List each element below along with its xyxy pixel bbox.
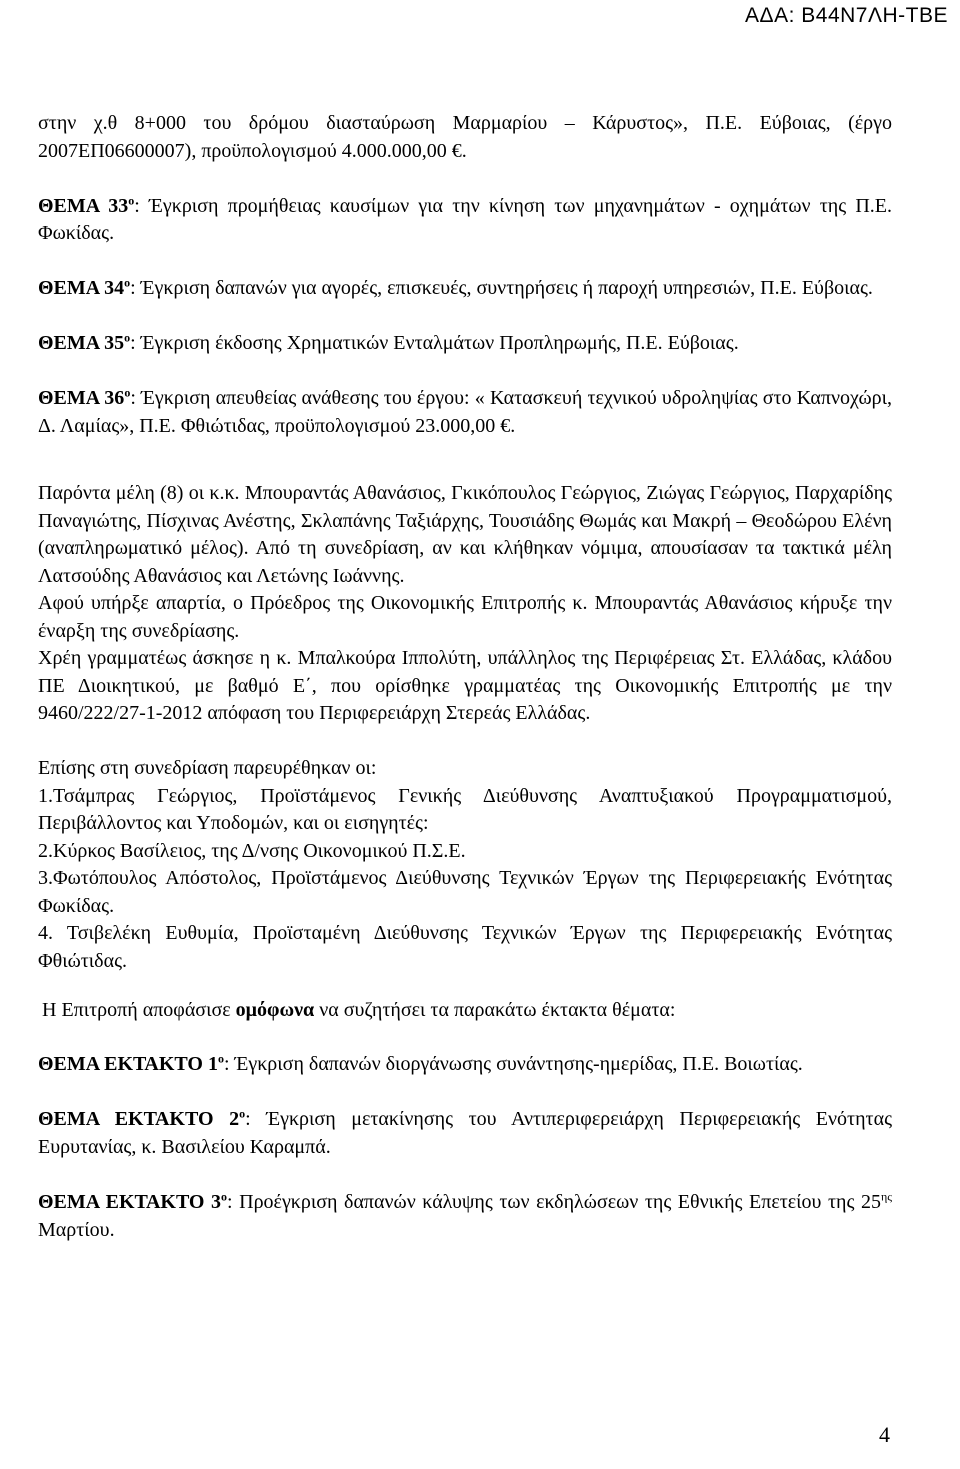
extra-topic-3-ordinal-sup: ης [880, 1189, 892, 1204]
extra-topic-1-text: : Έγκριση δαπανών διοργάνωσης συνάντησης-ημερίδας, Π.Ε. Βοιωτίας. [223, 1052, 803, 1075]
topic-35-text: : Έγκριση έκδοσης Χρηματικών Ενταλμάτων Προπληρωμής, Π.Ε. Εύβοιας. [130, 332, 739, 354]
extra-topic-2-text: : Έγκριση μετακίνησης του Αντιπεριφερειάρχη Περιφερειακής Ενότητας Ευρυτανίας, κ. Βασιλείου Καραμπά. [38, 1108, 892, 1158]
also-present-item-4: 4. Τσιβελέκη Ευθυμία, Προϊσταμένη Διεύθυνσης Τεχνικών Έργων της Περιφερειακής Ενότητας Φθιώτιδας. [38, 922, 892, 972]
topic-35 [38, 330, 892, 358]
topic-36-sup: ο [124, 385, 131, 400]
topic-36-text: : Έγκριση απευθείας ανάθεσης του έργου: « Κατασκευή τεχνικού υδροληψίας στο Καπνοχώρι, Δ. Λαμίας», Π.Ε. Φθιώτιδας, προϋπολογισμού 23.000,00 €. [38, 387, 892, 437]
topic-36-label: ΘΕΜΑ 36 [38, 387, 125, 409]
extra-topic-3-label: ΘΕΜΑ ΕΚΤΑΚΤΟ 3 [38, 1191, 222, 1213]
page-number: 4 [879, 1422, 890, 1447]
extra-topic-3-text: : Προέγκριση δαπανών κάλυψης των εκδηλώσεων της Εθνικής Επετείου της 25 [227, 1191, 881, 1213]
topic-34 [38, 275, 892, 303]
extra-topic-1-label: ΘΕΜΑ ΕΚΤΑΚΤΟ 1 [38, 1052, 218, 1075]
attendance-members: Παρόντα μέλη (8) οι κ.κ. Μπουραντάς Αθανάσιος, Γκικόπουλος Γεώργιος, Ζιώγας Γεώργιος, Παρχαρίδης Παναγιώτης, Πίσχινας Ανέστης, Σκλαπάνης Ταξιάρχης, Τουσιάδης Θωμάς και Μακρή – Θεοδώρου Ελένη (αναπληρωματικό μέλος). Από τη συνεδρίαση, αν και κλήθηκαν νόμιμα, απουσίασαν τα τακτικά μέλη Λατσούδης Αθανάσιος και Λετώνης Ιωάννης. [38, 482, 892, 587]
decision-statement [38, 997, 892, 1025]
extra-topic-3 [38, 1189, 892, 1244]
also-present-item-2: 2.Κύρκος Βασίλειος, της Δ/νσης Οικονομικού Π.Σ.Ε. [38, 839, 466, 862]
topic-33-sup: ο [128, 192, 135, 207]
decision-unanimous: ομόφωνα [235, 999, 315, 1021]
attendance-quorum: Αφού υπήρξε απαρτία, ο Πρόεδρος της Οικονομικής Επιτροπής κ. Μπουραντάς Αθανάσιος κήρυξε την έναρξη της συνεδρίασης. [38, 592, 892, 642]
topic-36 [38, 385, 892, 440]
extra-topic-2 [38, 1106, 892, 1161]
topic-34-label: ΘΕΜΑ 34 [38, 277, 125, 299]
extra-topic-3-text-end: Μαρτίου. [38, 1218, 115, 1241]
also-present-item-1: 1.Τσάμπρας Γεώργιος, Προϊστάμενος Γενικής Διεύθυνσης Αναπτυξιακού Προγραμματισμού, Περιβάλλοντος και Υποδομών, και οι εισηγητές: [38, 784, 892, 834]
extra-topic-1 [38, 1051, 892, 1079]
topic-34-sup: ο [124, 275, 131, 290]
topic-32-continuation: στην χ.θ 8+000 του δρόμου διασταύρωση Μαρμαρίου – Κάρυστος», Π.Ε. Εύβοιας, (έργο 2007ΕΠ06600007), προϋπολογισμού 4.000.000,00 €. [38, 112, 892, 162]
topic-34-text: : Έγκριση δαπανών για αγορές, επισκευές, συντηρήσεις ή παροχή υπηρεσιών, Π.Ε. Εύβοιας. [130, 277, 873, 299]
topic-33-text: : Έγκριση προμήθειας καυσίμων για την κίνηση των μηχανημάτων - οχημάτων της Π.Ε. Φωκίδας. [38, 194, 892, 244]
decision-after: να συζητήσει τα παρακάτω έκτακτα θέματα: [314, 999, 676, 1021]
topic-33-label: ΘΕΜΑ 33 [38, 194, 129, 217]
topic-33 [38, 193, 892, 248]
extra-topic-2-sup: ο [239, 1106, 246, 1121]
also-present-intro: Επίσης στη συνεδρίαση παρευρέθηκαν οι: [38, 757, 377, 779]
extra-topic-2-label: ΘΕΜΑ ΕΚΤΑΚΤΟ 2 [38, 1108, 240, 1130]
ada-code: ΑΔΑ: Β44Ν7ΛΗ-ΤΒΕ [745, 4, 948, 27]
extra-topic-3-sup: ο [221, 1189, 228, 1204]
topic-35-label: ΘΕΜΑ 35 [38, 332, 125, 354]
topic-35-sup: ο [124, 330, 131, 345]
attendance-secretary: Χρέη γραμματέως άσκησε η κ. Μπαλκούρα Ιππολύτη, υπάλληλος της Περιφέρειας Στ. Ελλάδας, κλάδου ΠΕ Διοικητικού, με βαθμό Ε΄, που ορίσθηκε γραμματέας της Οικονομικής Επιτροπής με την 9460/222/27-1-2012 απόφαση του Περιφερειάρχη Στερεάς Ελλάδας. [38, 647, 892, 724]
extra-topic-1-sup: ο [217, 1050, 224, 1065]
also-present-item-3: 3.Φωτόπουλος Απόστολος, Προϊστάμενος Διεύθυνσης Τεχνικών Έργων της Περιφερειακής Ενότητας Φωκίδας. [38, 867, 892, 917]
document-body [38, 110, 892, 1244]
decision-before: Η Επιτροπή αποφάσισε [42, 999, 236, 1021]
